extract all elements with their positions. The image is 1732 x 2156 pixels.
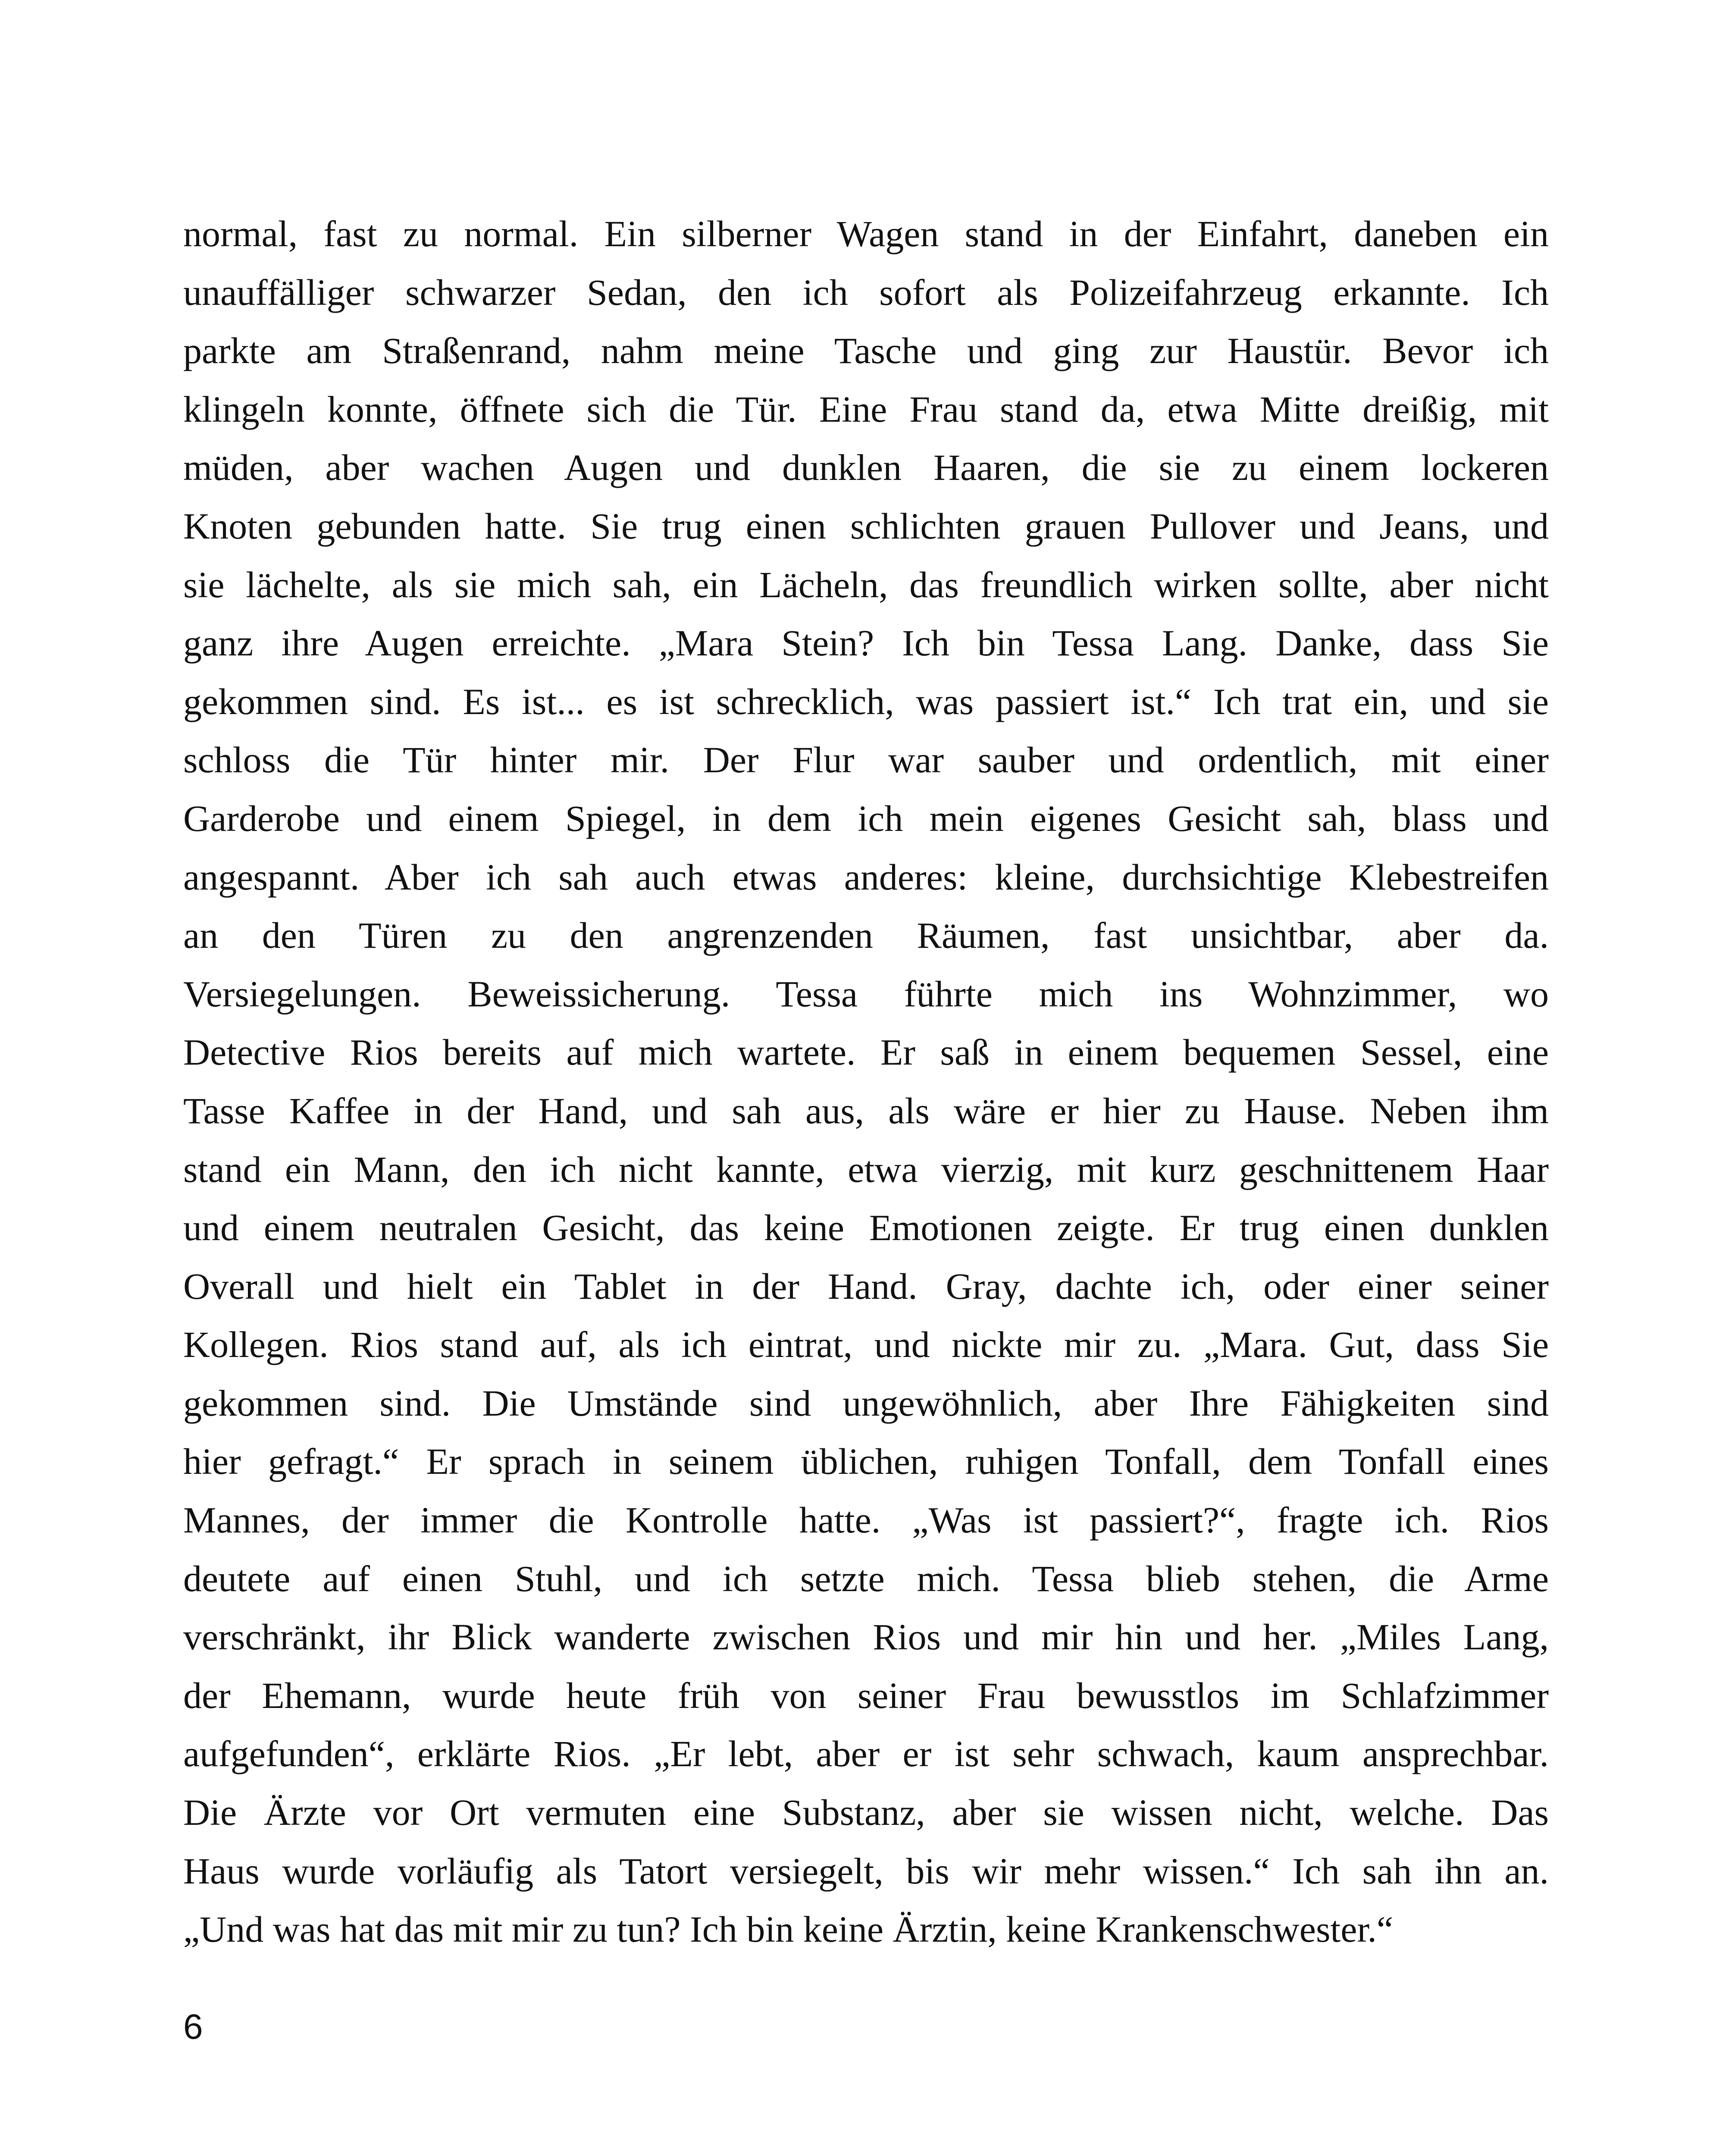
- text-line: an den Türen zu den angrenzenden Räumen, fast unsichtbar, aber da.: [183, 915, 1549, 956]
- text-line: stand ein Mann, den ich nicht kannte, etwa vierzig, mit kurz geschnittenem Haar: [183, 1148, 1549, 1190]
- text-line: aufgefunden“, erklärte Rios. „Er lebt, aber er ist sehr schwach, kaum ansprechbar.: [183, 1733, 1549, 1775]
- text-line: Die Ärzte vor Ort vermuten eine Substanz, aber sie wissen nicht, welche. Das: [183, 1792, 1549, 1833]
- text-line: müden, aber wachen Augen und dunklen Haaren, die sie zu einem lockeren: [183, 447, 1549, 489]
- text-line: Tasse Kaffee in der Hand, und sah aus, als wäre er hier zu Hause. Neben ihm: [183, 1090, 1549, 1131]
- text-line: Garderobe und einem Spiegel, in dem ich mein eigenes Gesicht sah, blass und: [183, 797, 1549, 839]
- text-line: angespannt. Aber ich sah auch etwas anderes: kleine, durchsichtige Klebestreifen: [183, 856, 1549, 898]
- text-line: klingeln konnte, öffnete sich die Tür. Eine Frau stand da, etwa Mitte dreißig, mit: [183, 388, 1549, 430]
- text-line: schloss die Tür hinter mir. Der Flur war sauber und ordentlich, mit einer: [183, 739, 1549, 781]
- text-line: unauffälliger schwarzer Sedan, den ich sofort als Polizeifahrzeug erkannte. Ich: [183, 271, 1549, 313]
- text-line: gekommen sind. Die Umstände sind ungewöhnlich, aber Ihre Fähigkeiten sind: [183, 1382, 1549, 1424]
- text-line: parkte am Straßenrand, nahm meine Tasche und ging zur Haustür. Bevor ich: [183, 330, 1549, 372]
- text-line: Overall und hielt ein Tablet in der Hand. Gray, dachte ich, oder einer seiner: [183, 1265, 1549, 1307]
- text-line: ganz ihre Augen erreichte. „Mara Stein? Ich bin Tessa Lang. Danke, dass Sie: [183, 622, 1549, 664]
- text-line: Mannes, der immer die Kontrolle hatte. „Was ist passiert?“, fragte ich. Rios: [183, 1499, 1549, 1541]
- body-text: [183, 205, 1549, 1959]
- text-line: deutete auf einen Stuhl, und ich setzte mich. Tessa blieb stehen, die Arme: [183, 1557, 1549, 1599]
- text-line: „Und was hat das mit mir zu tun? Ich bin keine Ärztin, keine Krankenschwester.“: [183, 1908, 1394, 1950]
- text-line: der Ehemann, wurde heute früh von seiner Frau bewusstlos im Schlafzimmer: [183, 1674, 1549, 1716]
- text-line: normal, fast zu normal. Ein silberner Wagen stand in der Einfahrt, daneben ein: [183, 213, 1549, 254]
- text-line: gekommen sind. Es ist... es ist schrecklich, was passiert ist.“ Ich trat ein, und sie: [183, 680, 1549, 722]
- page-number: 6: [183, 2007, 203, 2046]
- text-line: sie lächelte, als sie mich sah, ein Lächeln, das freundlich wirken sollte, aber nicht: [183, 564, 1549, 605]
- text-line: Versiegelungen. Beweissicherung. Tessa führte mich ins Wohnzimmer, wo: [183, 973, 1549, 1015]
- text-line: verschränkt, ihr Blick wanderte zwischen Rios und mir hin und her. „Miles Lang,: [183, 1616, 1549, 1658]
- text-line: Detective Rios bereits auf mich wartete. Er saß in einem bequemen Sessel, eine: [183, 1031, 1549, 1073]
- text-line: Knoten gebunden hatte. Sie trug einen schlichten grauen Pullover und Jeans, und: [183, 505, 1549, 547]
- text-line: Haus wurde vorläufig als Tatort versiegelt, bis wir mehr wissen.“ Ich sah ihn an.: [183, 1850, 1549, 1892]
- text-line: Kollegen. Rios stand auf, als ich eintrat, und nickte mir zu. „Mara. Gut, dass Sie: [183, 1324, 1549, 1366]
- text-line: und einem neutralen Gesicht, das keine Emotionen zeigte. Er trug einen dunklen: [183, 1207, 1549, 1249]
- text-line: hier gefragt.“ Er sprach in seinem üblichen, ruhigen Tonfall, dem Tonfall eines: [183, 1441, 1549, 1482]
